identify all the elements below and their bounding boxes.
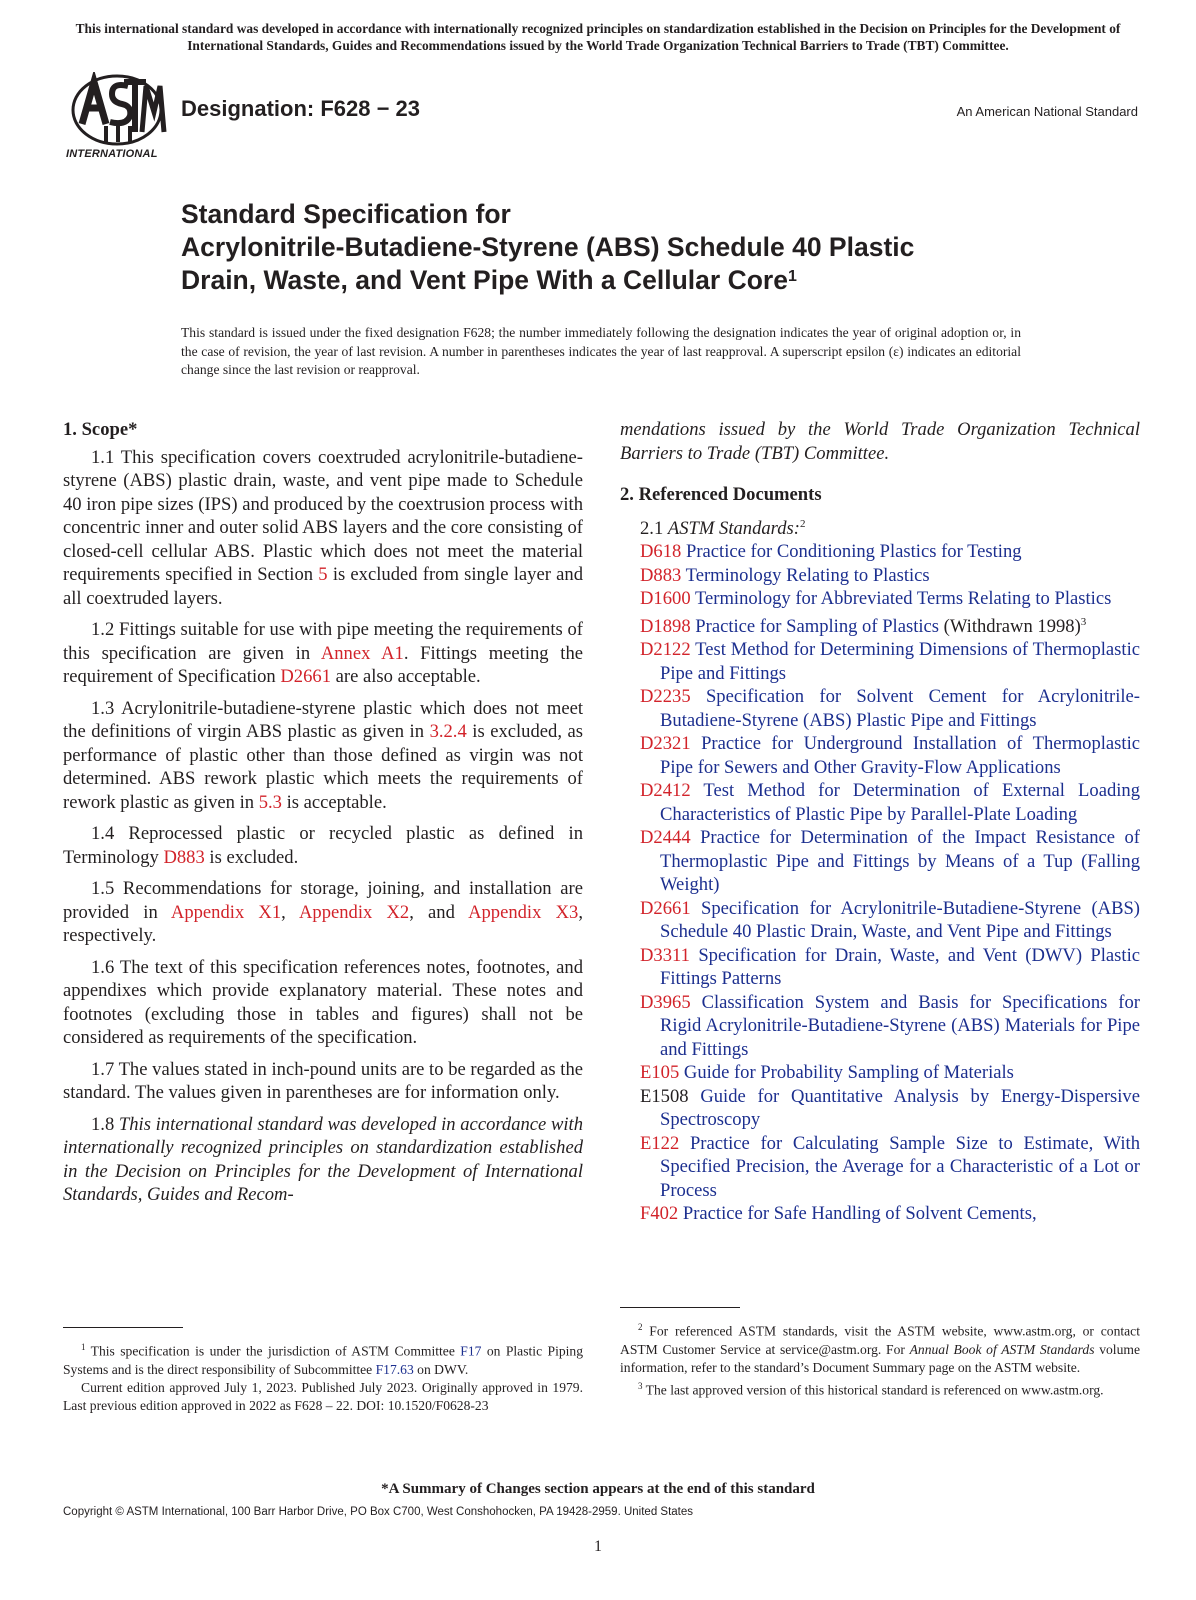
reference-code-link[interactable]: D2444 xyxy=(640,827,691,849)
reference-title-link[interactable]: Guide for Quantitative Analysis by Energy-Dispersive Spectroscopy xyxy=(660,1085,1140,1131)
reference-item xyxy=(620,611,1140,639)
scope-1-8: 1.8 This international standard was developed in accordance with internationally recognized principles on standardization established in the Decision on Principles for the Development of International Standards, Guides and Recom- xyxy=(63,1113,584,1205)
reference-footnote-mark: 3 xyxy=(1080,615,1087,628)
reference-code-link[interactable]: E122 xyxy=(640,1132,680,1154)
reference-item xyxy=(620,1085,1140,1132)
reference-title-link[interactable]: Terminology Relating to Plastics xyxy=(685,564,930,586)
scope-1-4: 1.4 Reprocessed plastic or recycled plastic as defined in Terminology D883 is excluded. xyxy=(63,823,583,868)
reference-title-link[interactable]: Specification for Acrylonitrile-Butadiene-Styrene (ABS) Schedule 40 Plastic Drain, Waste, and Vent Pipe and Fittings xyxy=(660,897,1140,943)
reference-code-link: E1508 xyxy=(640,1085,689,1107)
document-title xyxy=(181,198,914,297)
reference-title-link[interactable]: Test Method for Determination of External Loading Characteristics of Plastic Pipe by Parallel-Plate Loading xyxy=(660,780,1140,825)
link-5-3[interactable]: 5.3 xyxy=(258,791,282,813)
reference-item xyxy=(620,638,1140,685)
reference-title-link[interactable]: Terminology for Abbreviated Terms Relating to Plastics xyxy=(694,588,1112,610)
link-annex-a1[interactable]: Annex A1 xyxy=(320,642,404,664)
title-line-2: Acrylonitrile-Butadiene-Styrene (ABS) Schedule 40 Plastic xyxy=(181,232,915,262)
summary-of-changes-note: *A Summary of Changes section appears at the end of this standard xyxy=(381,1481,815,1497)
footnote-rule-right xyxy=(620,1307,740,1308)
reference-item xyxy=(620,826,1140,897)
scope-1-5: 1.5 Recommendations for storage, joining, and installation are provided in Appendix X1, Appendix X2, and Appendix X3, respectively. xyxy=(63,878,583,946)
reference-code-link[interactable]: D3965 xyxy=(640,991,691,1013)
reference-code-link[interactable]: D2412 xyxy=(640,780,691,802)
designation: Designation: F628 − 23 xyxy=(181,96,421,121)
link-f17-63[interactable]: F17.63 xyxy=(375,1361,414,1377)
reference-code-link[interactable]: D2321 xyxy=(640,733,691,755)
reference-code-link[interactable]: E105 xyxy=(640,1062,680,1084)
reference-title-link[interactable]: Practice for Calculating Sample Size to Estimate, With Specified Precision, the Average for a Characteristic of a Lot or Process xyxy=(660,1132,1140,1201)
reference-title-link[interactable]: Practice for Sampling of Plastics xyxy=(695,615,940,637)
astm-logo xyxy=(66,72,168,164)
footnote-3: $^3$ The last approved version of this historical standard is referenced on www.astm.org. xyxy=(638,1380,1104,1398)
reference-title-link[interactable]: Practice for Determination of the Impact Resistance of Thermoplastic Pipe and Fittings by Means of a Tup (Falling Weight) xyxy=(660,827,1140,896)
reference-code-link[interactable]: D618 xyxy=(640,541,682,563)
footnote-1: $^1$ This specification is under the jurisdiction of ASTM Committee F17 on Plastic Piping Systems and is the direct responsibility of Subcommittee F17.63 on DWV. Current edition approved July 1, 2023. Published July 2023. Originally approved in 1979. Last previous edition approved in 2022 as F628 – 22. DOI: 10.1520/F0628-23 xyxy=(63,1342,584,1413)
link-d2661[interactable]: D2661 xyxy=(280,666,331,687)
link-3-2-4[interactable]: 3.2.4 xyxy=(429,721,467,742)
reference-code-link[interactable]: D1600 xyxy=(640,588,691,610)
scope-1-7: 1.7 The values stated in inch-pound units are to be regarded as the standard. The values given in parentheses are for information only. xyxy=(63,1058,583,1103)
astm-standards-label: 2.1 ASTM Standards:$^2$ xyxy=(640,517,806,539)
reference-title-link[interactable]: Test Method for Determining Dimensions of Thermoplastic Pipe and Fittings xyxy=(660,639,1141,684)
link-d883[interactable]: D883 xyxy=(163,846,205,868)
reference-item xyxy=(620,944,1140,991)
page-number: 1 xyxy=(594,1538,602,1555)
footnote-2: $^2$ For referenced ASTM standards, visit the ASTM website, www.astm.org, or contact ASTM Customer Service at service@astm.org. For Annual Book of ASTM Standards volume information, refer to the standard’s Document Summary page on the ASTM website. $^3$ The last approved version of this historical standard is referenced on www.astm.org. xyxy=(620,1322,1140,1398)
reference-title-link[interactable]: Practice for Safe Handling of Solvent Cements, xyxy=(682,1203,1037,1225)
link-appendix-x3[interactable]: Appendix X3 xyxy=(468,901,579,923)
reference-item xyxy=(620,540,1140,564)
scope-1-2: 1.2 Fittings suitable for use with pipe meeting the requirements of this specification are given in Annex A1. Fittings meeting the requirement of Specification D2661 are also acceptable. xyxy=(63,619,584,687)
link-appendix-x2[interactable]: Appendix X2 xyxy=(298,901,410,923)
link-appendix-x1[interactable]: Appendix X1 xyxy=(170,901,282,923)
reference-suffix: (Withdrawn 1998) xyxy=(939,615,1081,637)
scope-1-3: 1.3 Acrylonitrile-butadiene-styrene plastic which does not meet the definitions of virgin ABS plastic as given in 3.2.4 is excluded, as performance of plastic other than those defined as virgin was not determined. ABS rework plastic which meets the requirements of rework plastic as given in 5.3 is acceptable. xyxy=(63,697,583,813)
link-f17[interactable]: F17 xyxy=(460,1343,482,1359)
reference-title-link[interactable]: Practice for Conditioning Plastics for Testing xyxy=(685,541,1022,563)
right-column xyxy=(620,418,1140,1226)
scope-1-8-continued: mendations issued by the World Trade Organization Technical Barriers to Trade (TBT) Committee. xyxy=(620,419,1140,464)
reference-code-link[interactable]: D2235 xyxy=(640,686,691,708)
reference-title-link[interactable]: Classification System and Basis for Specifications for Rigid Acrylonitrile-Butadiene-Styrene (ABS) Materials for Pipe and Fittings xyxy=(660,991,1140,1060)
footnote-rule-left xyxy=(63,1327,183,1328)
reference-title-link[interactable]: Practice for Underground Installation of Thermoplastic Pipe for Sewers and Other Gravity-Flow Applications xyxy=(660,733,1140,778)
title-line-3-text: Drain, Waste, and Vent Pipe With a Cellular Core xyxy=(181,265,788,295)
referenced-list xyxy=(620,540,1140,1226)
reference-item xyxy=(620,587,1140,611)
american-national-standard: An American National Standard xyxy=(956,104,1138,119)
reference-item xyxy=(620,1061,1140,1085)
title-line-1: Standard Specification for xyxy=(181,199,511,229)
link-section-5[interactable]: 5 xyxy=(318,564,328,585)
reference-code-link[interactable]: D1898 xyxy=(640,615,691,637)
reference-code-link[interactable]: F402 xyxy=(640,1203,679,1225)
reference-title-link[interactable]: Guide for Probability Sampling of Materials xyxy=(683,1062,1014,1084)
reference-item xyxy=(620,779,1140,826)
wto-notice: This international standard was developed in accordance with internationally recognized principles on standardization established in the Decision on Principles for the Development of International Standards, Guides and Recommendations issued by the World Trade Organization Technical Barriers to Trade (TBT) Committee. xyxy=(75,21,1121,53)
referenced-heading: 2. Referenced Documents xyxy=(620,484,822,505)
reference-code-link[interactable]: D2661 xyxy=(640,897,691,919)
reference-title-link[interactable]: Specification for Drain, Waste, and Vent (DWV) Plastic Fittings Patterns xyxy=(660,944,1140,990)
reference-item xyxy=(620,564,1140,588)
title-footnote-mark: 1 xyxy=(787,268,797,285)
reference-code-link[interactable]: D883 xyxy=(640,564,682,586)
reference-item xyxy=(620,991,1140,1062)
scope-heading: 1. Scope* xyxy=(63,419,138,440)
issue-note: This standard is issued under the fixed designation F628; the number immediately following the designation indicates the year of original adoption or, in the case of revision, the year of last revision. A number in parentheses indicates the year of last reapproval. A superscript epsilon (ε) indicates an editorial change since the last revision or reapproval. xyxy=(181,325,1021,377)
reference-item xyxy=(620,897,1140,944)
left-column xyxy=(63,418,583,1215)
scope-1-1: 1.1 This specification covers coextruded acrylonitrile-butadiene-styrene (ABS) plastic drain, waste, and vent pipe made to Schedule 40 iron pipe sizes (IPS) and produced by the coextrusion process with concentric inner and outer solid ABS layers and the core consisting of closed-cell cellular ABS. Plastic which does not meet the material requirements specified in Section 5 is excluded from single layer and all coextruded layers. xyxy=(63,446,583,609)
reference-code-link[interactable]: D2122 xyxy=(640,639,691,661)
logo-label: INTERNATIONAL xyxy=(66,148,158,160)
reference-item xyxy=(620,1202,1140,1226)
title-line-3 xyxy=(181,264,914,297)
reference-title-link[interactable]: Specification for Solvent Cement for Acrylonitrile-Butadiene-Styrene (ABS) Plastic Pipe and Fittings xyxy=(660,686,1140,731)
scope-1-6: 1.6 The text of this specification references notes, footnotes, and appendixes which provide explanatory material. These notes and footnotes (excluding those in tables and figures) shall not be considered as requirements of the specification. xyxy=(63,956,583,1048)
copyright: Copyright © ASTM International, 100 Barr Harbor Drive, PO Box C700, West Conshohocken, PA 19428-2959. United States xyxy=(63,1506,694,1518)
reference-code-link[interactable]: D3311 xyxy=(640,944,690,966)
reference-item xyxy=(620,732,1140,779)
reference-item xyxy=(620,685,1140,732)
reference-item xyxy=(620,1132,1140,1203)
